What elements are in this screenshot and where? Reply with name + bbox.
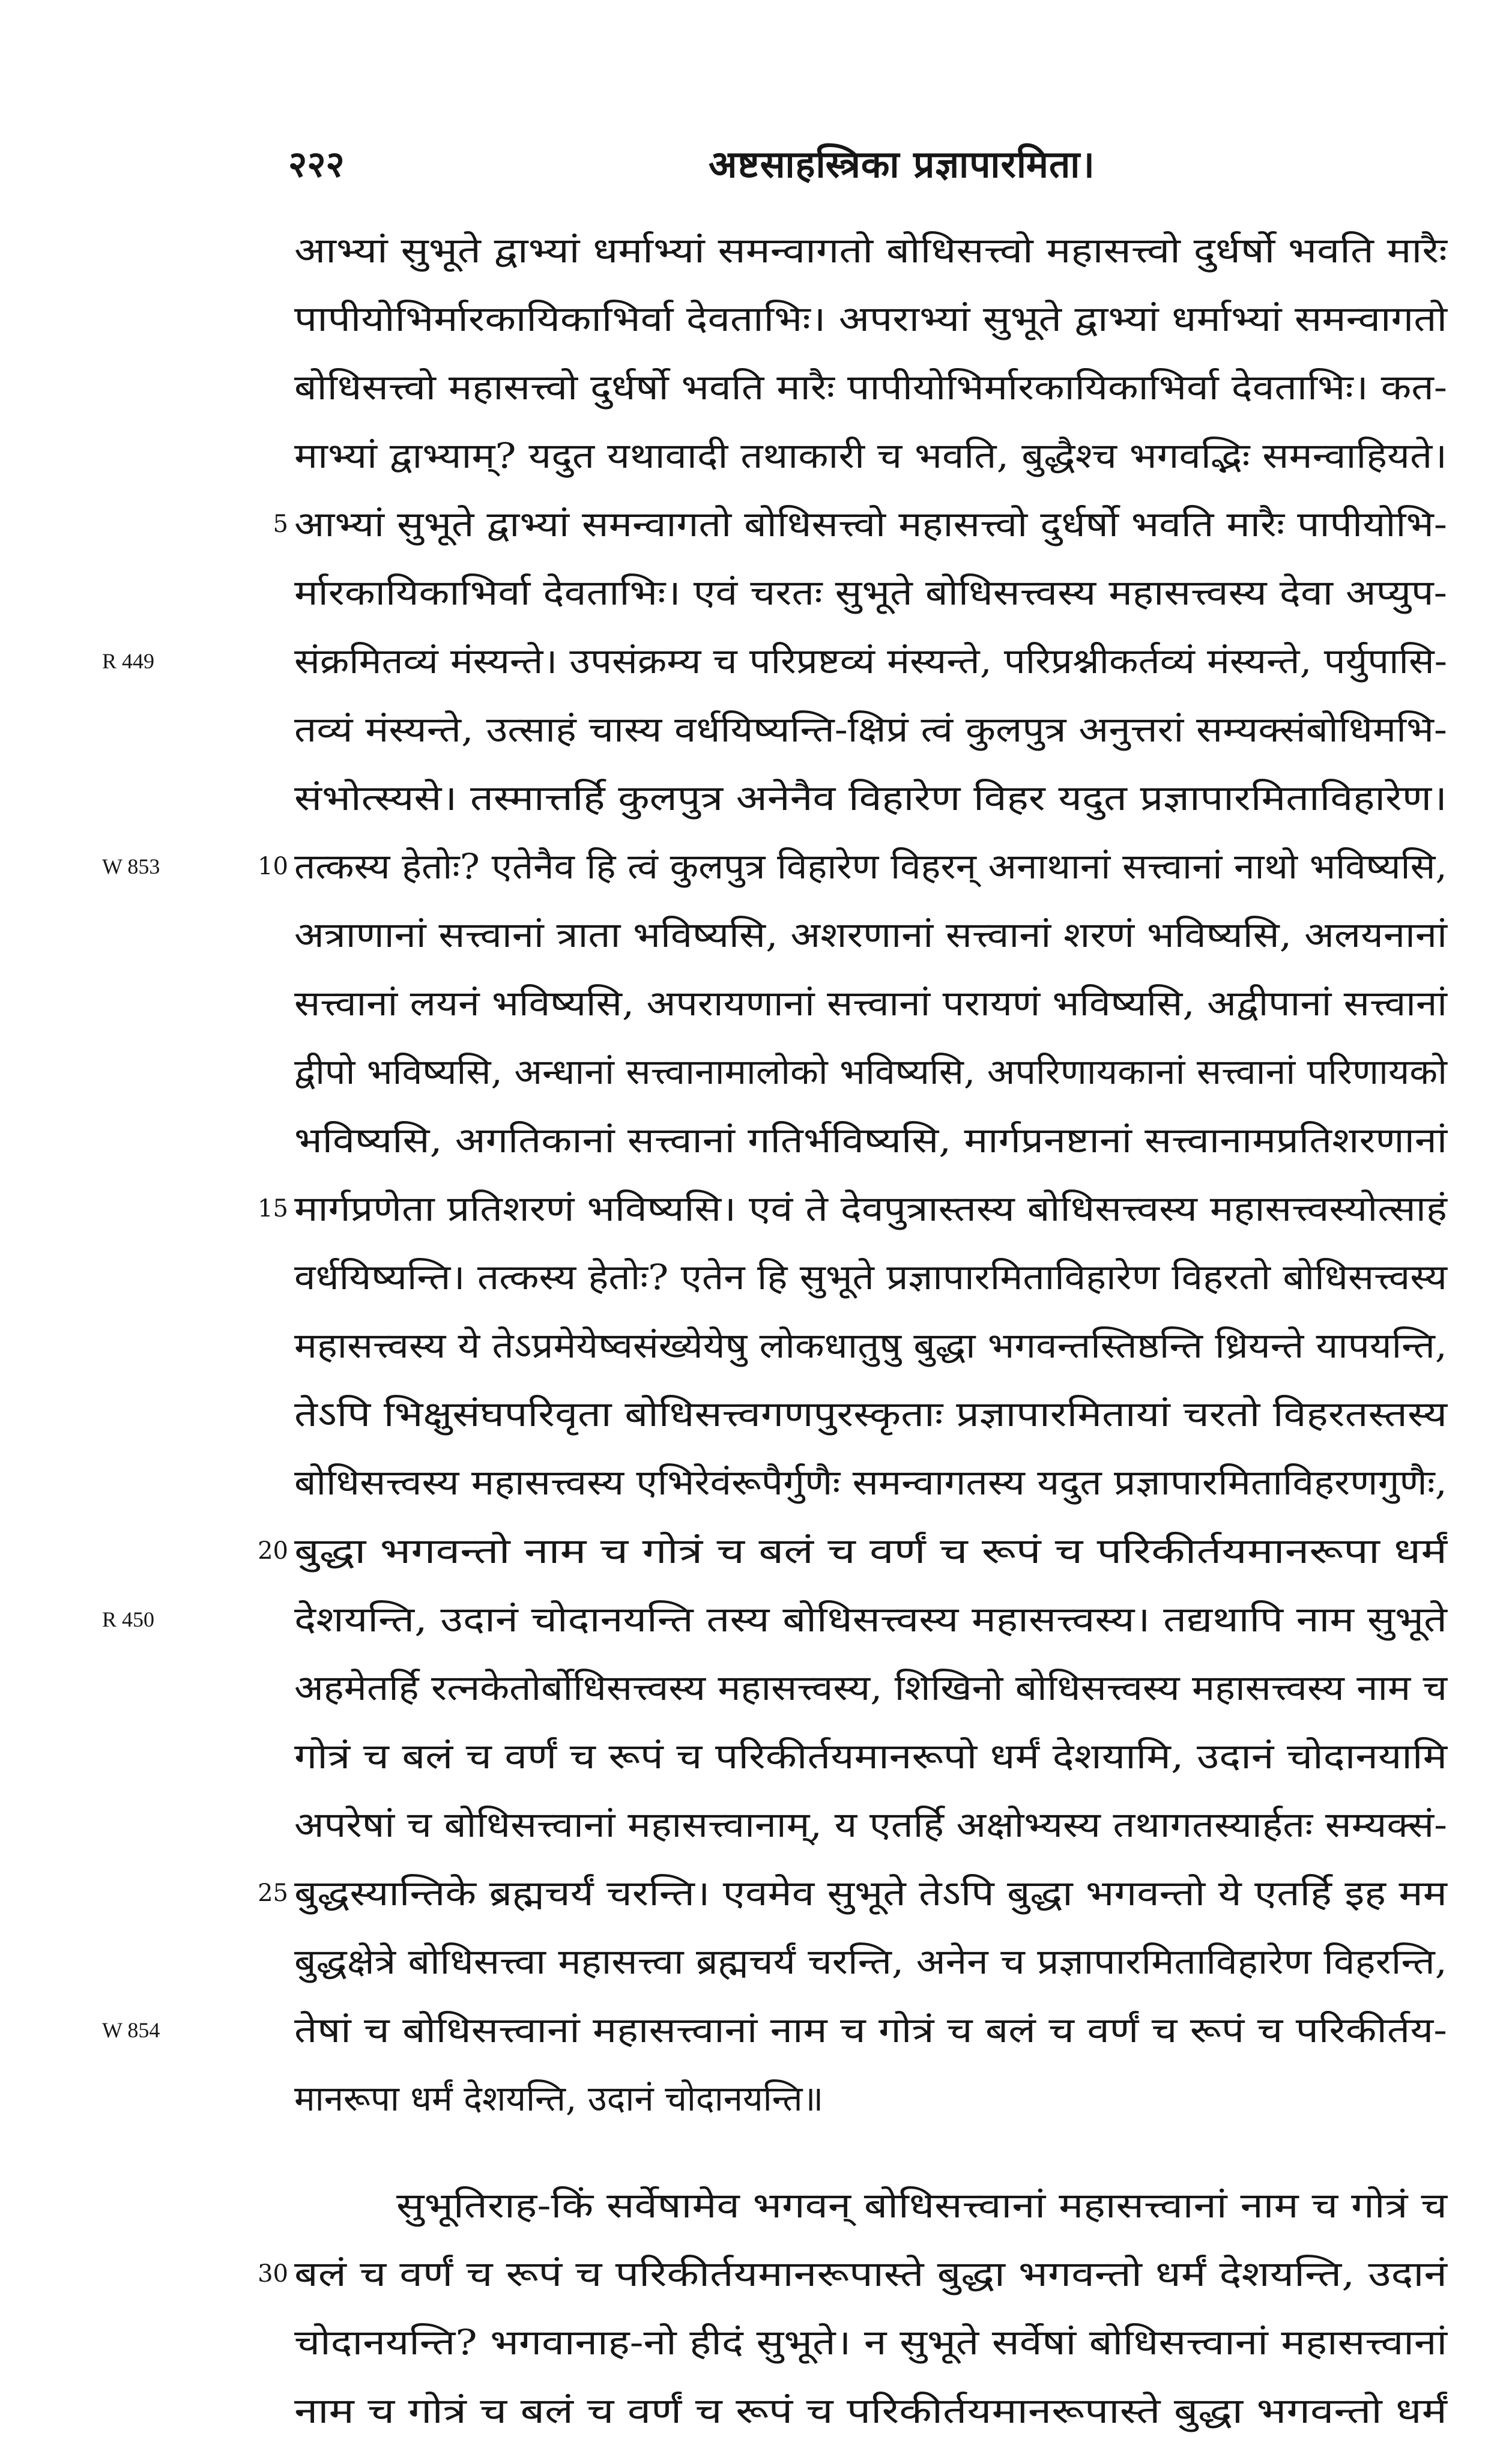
text-line	[294, 2377, 1447, 2445]
line-text: अहमेतर्हि रत्नकेतोर्बोधिसत्त्वस्य महासत्त्वस्य, शिखिनो बोधिसत्त्वस्य महासत्त्वस्य नाम च	[294, 1667, 1448, 1708]
body-text	[258, 216, 1448, 2445]
text-line	[294, 1996, 1447, 2064]
margin-reference: R 449	[102, 649, 155, 673]
text-line	[294, 1722, 1447, 1791]
line-number: 5	[273, 510, 288, 538]
line-text: बुद्धा भगवन्तो नाम च गोत्रं च बलं च वर्णं च रूपं च परिकीर्तयमानरूपा धर्मं	[294, 1531, 1448, 1571]
margin-reference: W 854	[102, 2018, 160, 2042]
line-text: तव्यं मंस्यन्ते, उत्साहं चास्य वर्धयिष्यन्ति-क्षिप्रं त्वं कुलपुत्र अनुत्तरां सम्यक्संबोधिमभि-	[294, 709, 1448, 750]
text-line	[294, 2064, 1447, 2133]
line-text: बुद्धस्यान्तिके ब्रह्मचर्यं चरन्ति। एवमेव सुभूते तेऽपि बुद्धा भगवन्तो ये एतर्हि इह मम	[294, 1873, 1447, 1914]
line-text: संभोत्स्यसे। तस्मात्तर्हि कुलपुत्र अनेनैव विहारेण विहर यदुत प्रज्ञापारमिताविहारेण।	[294, 778, 1447, 818]
line-text: संक्रमितव्यं मंस्यन्ते। उपसंक्रम्य च परिप्रष्टव्यं मंस्यन्ते, परिप्रश्नीकर्तव्यं मंस्यन्ते, पर्युपासि-	[294, 641, 1448, 682]
text-line	[294, 1791, 1447, 1859]
text-line	[294, 695, 1447, 764]
line-text: गोत्रं च बलं च वर्णं च रूपं च परिकीर्तयमानरूपो धर्मं देशयामि, उदानं चोदानयामि	[294, 1736, 1448, 1777]
line-text: अत्राणानां सत्त्वानां त्राता भविष्यसि, अशरणानां सत्त्वानां शरणं भविष्यसि, अलयनानां	[294, 914, 1447, 955]
line-text: सत्त्वानां लयनं भविष्यसि, अपरायणानां सत्त्वानां परायणं भविष्यसि, अद्वीपानां सत्त्वानां	[294, 983, 1447, 1024]
line-number: 10	[258, 853, 288, 880]
text-line	[294, 285, 1447, 353]
text-line	[258, 2240, 1448, 2308]
text-line	[294, 627, 1447, 695]
text-line	[294, 1380, 1447, 1448]
line-number: 20	[258, 1537, 288, 1565]
line-number: 25	[258, 1879, 288, 1907]
text-line	[294, 1106, 1447, 1174]
text-line	[294, 1585, 1447, 1654]
line-text: द्वीपो भविष्यसि, अन्धानां सत्त्वानामालोको भविष्यसि, अपरिणायकानां सत्त्वानां परिणायको	[294, 1051, 1447, 1092]
line-text: देशयन्ति, उदानं चोदानयन्ति तस्य बोधिसत्त्वस्य महासत्त्वस्य। तद्यथापि नाम सुभूते	[294, 1599, 1447, 1640]
text-line	[294, 1927, 1447, 1996]
text-line	[294, 2308, 1447, 2377]
running-title: अष्टसाहस्त्रिका प्रज्ञापारमिता।	[709, 142, 1095, 186]
text-line	[294, 1448, 1447, 1517]
line-text: अपरेषां च बोधिसत्त्वानां महासत्त्वानाम्, य एतर्हि अक्षोभ्यस्य तथागतस्यार्हतः सम्यक्सं-	[294, 1804, 1448, 1845]
line-text: तत्कस्य हेतोः? एतेनैव हि त्वं कुलपुत्र विहारेण विहरन् अनाथानां सत्त्वानां नाथो भविष्यसि,	[294, 846, 1448, 887]
text-line	[258, 1517, 1448, 1585]
page-header	[288, 138, 1441, 192]
text-line	[258, 1174, 1447, 1243]
line-text: तेषां च बोधिसत्त्वानां महासत्त्वानां नाम च गोत्रं च बलं च वर्णं च रूपं च परिकीर्तय-	[294, 2010, 1447, 2051]
line-text: बोधिसत्त्वो महासत्त्वो दुर्धर्षो भवति मारैः पापीयोभिर्मारकायिकाभिर्वा देवताभिः। कत-	[294, 367, 1448, 408]
line-text: पापीयोभिर्मारकायिकाभिर्वा देवताभिः। अपराभ्यां सुभूते द्वाभ्यां धर्माभ्यां समन्वागतो	[294, 298, 1448, 339]
text-line	[294, 216, 1447, 285]
text-line	[294, 1654, 1447, 1722]
line-text: तेऽपि भिक्षुसंघपरिवृता बोधिसत्त्वगणपुरस्कृताः प्रज्ञापारमितायां चरतो विहरतस्तस्य	[294, 1394, 1448, 1434]
line-text: सुभूतिराह-किं सर्वेषामेव भगवन् बोधिसत्त्वानां महासत्त्वानां नाम च गोत्रं च	[396, 2185, 1448, 2226]
line-text: मानरूपा धर्मं देशयन्ति, उदानं चोदानयन्ति॥	[294, 2078, 824, 2119]
line-text: मार्गप्रणेता प्रतिशरणं भविष्यसि। एवं ते देवपुत्रास्तस्य बोधिसत्त्वस्य महासत्त्वस्योत्साहं	[294, 1188, 1447, 1229]
margin-reference: R 450	[102, 1607, 155, 1631]
line-text: चोदानयन्ति? भगवानाह-नो हीदं सुभूते। न सुभूते सर्वेषां बोधिसत्त्वानां महासत्त्वानां	[294, 2322, 1448, 2363]
line-text: र्मारकायिकाभिर्वा देवताभिः। एवं चरतः सुभूते बोधिसत्त्वस्य महासत्त्वस्य देवा अप्युप-	[294, 572, 1448, 613]
line-text: महासत्त्वस्य ये तेऽप्रमेयेष्वसंख्येयेषु लोकधातुषु बुद्धा भगवन्तस्तिष्ठन्ति ध्रियन्ते यापयन्ति,	[294, 1325, 1447, 1366]
text-line	[294, 2171, 1447, 2240]
text-line	[273, 490, 1448, 558]
line-text: माभ्यां द्वाभ्याम्? यदुत यथावादी तथाकारी च भवति, बुद्धैश्च भगवद्भिः समन्वाहियते।	[294, 435, 1448, 476]
line-text: बोधिसत्त्वस्य महासत्त्वस्य एभिरेवंरूपैर्गुणैः समन्वागतस्य यदुत प्रज्ञापारमिताविहरणगुणैः,	[294, 1462, 1447, 1503]
text-line	[294, 422, 1447, 490]
line-text: आभ्यां सुभूते द्वाभ्यां धर्माभ्यां समन्वागतो बोधिसत्त्वो महासत्त्वो दुर्धर्षो भवति मारैः	[294, 230, 1447, 271]
text-line	[294, 969, 1447, 1038]
text-line	[294, 1038, 1447, 1106]
page-number: २२२	[288, 144, 345, 186]
text-line	[294, 901, 1447, 969]
line-number: 30	[258, 2260, 288, 2288]
line-text: नाम च गोत्रं च बलं च वर्णं च रूपं च परिकीर्तयमानरूपास्ते बुद्धा भगवन्तो धर्मं	[294, 2390, 1447, 2431]
line-text: आभ्यां सुभूते द्वाभ्यां समन्वागतो बोधिसत्त्वो महासत्त्वो दुर्धर्षो भवति मारैः पापीयोभि-	[294, 504, 1448, 545]
text-line	[294, 1243, 1447, 1311]
text-line	[294, 353, 1447, 422]
text-line	[258, 1859, 1447, 1927]
text-line	[294, 558, 1447, 627]
line-text: भविष्यसि, अगतिकानां सत्त्वानां गतिर्भविष्यसि, मार्गप्रनष्टानां सत्त्वानामप्रतिशरणानां	[294, 1120, 1448, 1161]
line-text: वर्धयिष्यन्ति। तत्कस्य हेतोः? एतेन हि सुभूते प्रज्ञापारमिताविहारेण विहरतो बोधिसत्त्वस्य	[294, 1257, 1447, 1298]
line-text: बलं च वर्णं च रूपं च परिकीर्तयमानरूपास्ते बुद्धा भगवन्तो धर्मं देशयन्ति, उदानं	[294, 2253, 1448, 2294]
line-number: 15	[258, 1195, 288, 1222]
margin-reference: W 853	[102, 854, 160, 878]
text-line	[258, 832, 1448, 901]
text-line	[294, 1311, 1447, 1380]
text-line	[294, 764, 1447, 832]
line-text: बुद्धक्षेत्रे बोधिसत्त्वा महासत्त्वा ब्रह्मचर्यं चरन्ति, अनेन च प्रज्ञापारमिताविहारेण विहरन्ति,	[294, 1941, 1448, 1982]
paragraph-gap	[294, 2133, 1447, 2171]
